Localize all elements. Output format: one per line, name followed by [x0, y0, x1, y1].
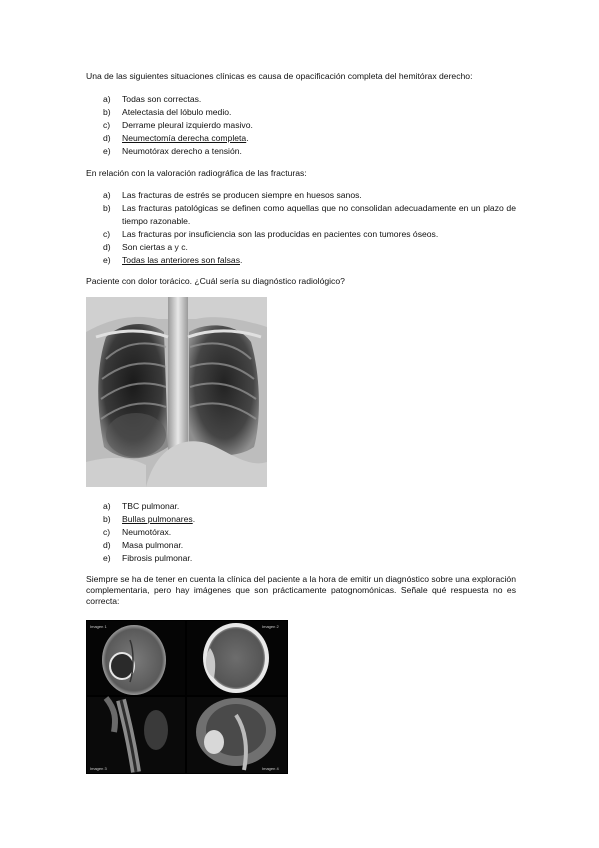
option: c) Neumotórax.: [103, 527, 172, 537]
image-2-label: Imagen 2: [262, 624, 279, 629]
image-3-label: Imagen 3: [90, 766, 107, 771]
option: d) Son ciertas a y c.: [103, 242, 188, 252]
question-1-stem: Una de las siguientes situaciones clínicas es causa de opacificación completa del hemitórax derecho:: [86, 71, 473, 81]
option: c) Derrame pleural izquierdo masivo.: [103, 120, 253, 130]
image-1-label: Imagen 1: [90, 624, 107, 629]
question-4-stem: Siempre se ha de tener en cuenta la clínica del paciente a la hora de emitir un diagnóstico sobre una exploración complementaria, pero hay imágenes que son prácticamente patognomónicas. Señale qué respuesta no es correcta:: [86, 574, 516, 606]
option: a) Las fracturas de estrés se producen siempre en huesos sanos.: [103, 190, 362, 200]
option: b) Las fracturas patológicas se definen como aquellas que no consolidan adecuadamente en un plazo de tiempo razonable.: [103, 203, 516, 226]
option: c) Las fracturas por insuficiencia son las producidas en pacientes con tumores óseos.: [103, 229, 439, 239]
option: a) TBC pulmonar.: [103, 501, 180, 511]
option-correct: d) Neumectomía derecha completa.: [103, 133, 249, 143]
question-3-stem: Paciente con dolor torácico. ¿Cuál sería su diagnóstico radiológico?: [86, 276, 345, 286]
chest-xray-image: [86, 297, 267, 487]
option: e) Neumotórax derecho a tensión.: [103, 146, 242, 156]
option: b) Atelectasia del lóbulo medio.: [103, 107, 232, 117]
question-1-options: [86, 93, 516, 158]
image-4-label: Imagen 4: [262, 766, 279, 771]
option: a) Todas son correctas.: [103, 94, 202, 104]
option-correct: e) Todas las anteriores son falsas.: [103, 255, 243, 265]
question-2-options: [86, 189, 516, 267]
mri-ct-collage-image: [86, 620, 288, 774]
question-2-stem: En relación con la valoración radiográfica de las fracturas:: [86, 168, 307, 178]
option-correct: b) Bullas pulmonares.: [103, 514, 196, 524]
question-3-options: [86, 500, 516, 565]
option: e) Fibrosis pulmonar.: [103, 553, 193, 563]
option: d) Masa pulmonar.: [103, 540, 184, 550]
